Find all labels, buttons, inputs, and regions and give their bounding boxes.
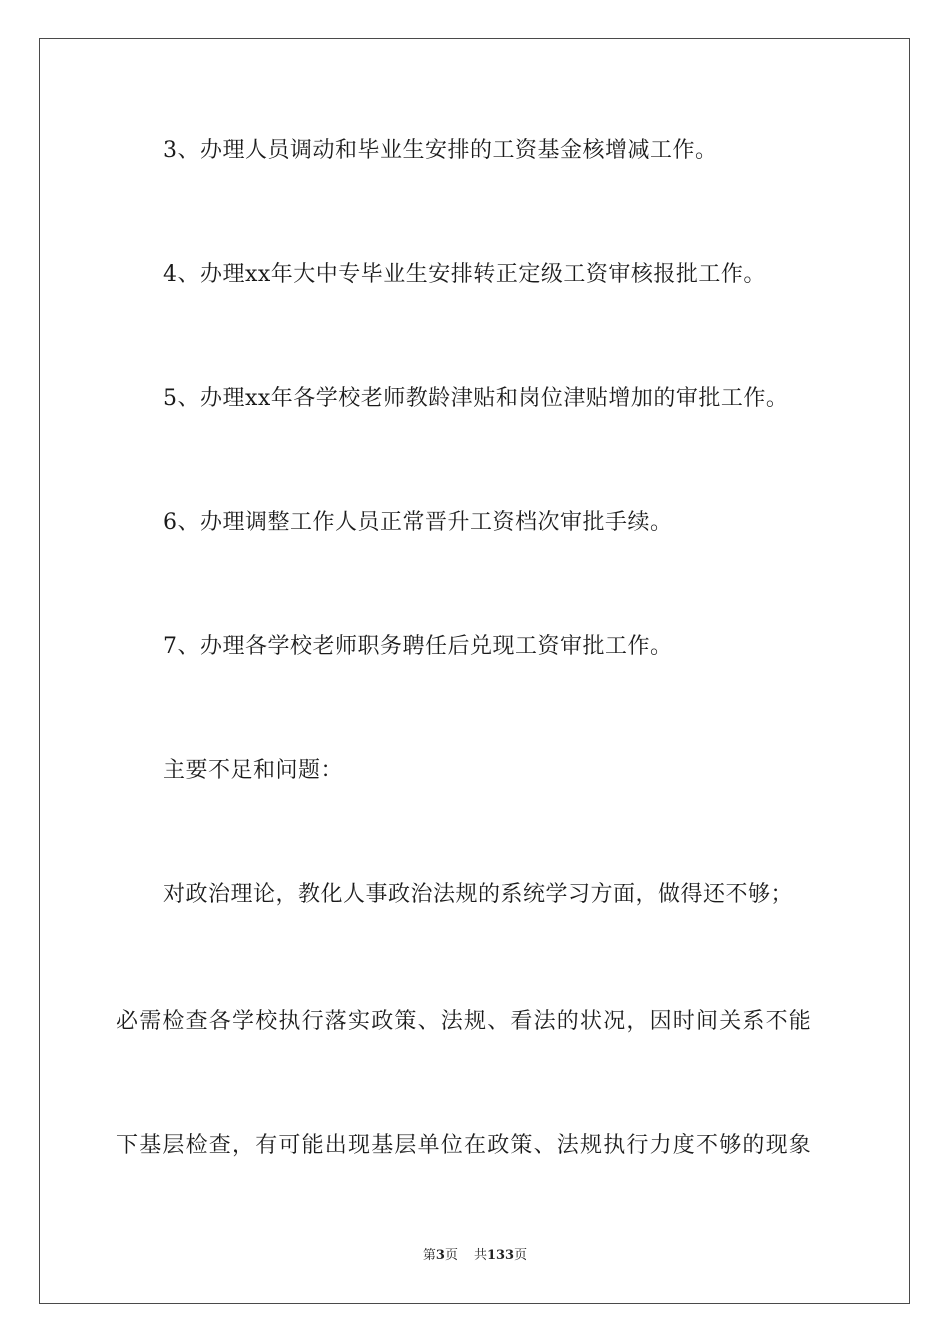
page-frame: [39, 38, 910, 1304]
page-suffix: 页: [444, 1248, 458, 1263]
list-item-4: 4、办理xx年大中专毕业生安排转正定级工资审核报批工作。: [163, 262, 766, 287]
list-item-7: 7、办理各学校老师职务聘任后兑现工资审批工作。: [163, 634, 673, 659]
paragraph-line-3: 下基层检查，有可能出现基层单位在政策、法规执行力度不够的现象: [116, 1133, 813, 1158]
total-suffix: 页: [514, 1248, 528, 1263]
total-prefix: 共: [473, 1248, 487, 1263]
page-prefix: 第: [422, 1248, 436, 1263]
section-heading: 主要不足和问题：: [163, 758, 344, 783]
page-footer: [0, 1247, 950, 1265]
list-item-5: 5、办理xx年各学校老师教龄津贴和岗位津贴增加的审批工作。: [163, 386, 789, 411]
total-pages: 133: [486, 1248, 515, 1263]
paragraph-line-1: 对政治理论，教化人事政治法规的系统学习方面，做得还不够；: [163, 882, 794, 907]
page-number: 3: [435, 1248, 445, 1263]
list-item-6: 6、办理调整工作人员正常晋升工资档次审批手续。: [163, 510, 673, 535]
list-item-3: 3、办理人员调动和毕业生安排的工资基金核增减工作。: [163, 138, 718, 163]
paragraph-line-2: 必需检查各学校执行落实政策、法规、看法的状况，因时间关系不能: [116, 1009, 813, 1034]
